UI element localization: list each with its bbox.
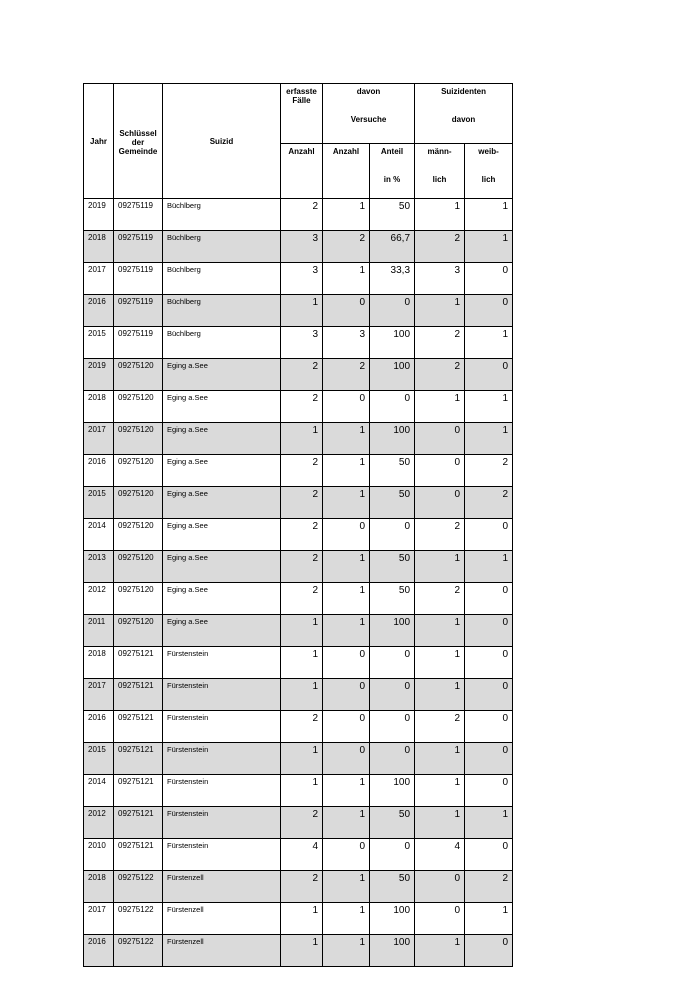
cell-jahr: 2012 — [84, 583, 114, 615]
cell-schluessel: 09275120 — [114, 455, 163, 487]
cell-jahr: 2013 — [84, 551, 114, 583]
cell-anzahl-versuche: 1 — [323, 903, 370, 935]
cell-anzahl-faelle: 2 — [281, 487, 323, 519]
cell-anzahl-versuche: 1 — [323, 807, 370, 839]
cell-anzahl-versuche: 0 — [323, 711, 370, 743]
table-row — [84, 551, 513, 583]
cell-jahr: 2014 — [84, 519, 114, 551]
header-erfasste-faelle-label: erfasste Fälle — [286, 87, 317, 105]
cell-weiblich: 2 — [465, 487, 513, 519]
cell-schluessel: 09275119 — [114, 231, 163, 263]
cell-jahr: 2017 — [84, 263, 114, 295]
header-suizidenten-label: Suizidenten — [441, 87, 486, 96]
cell-gemeinde: Eging a.See — [163, 487, 281, 519]
table-row — [84, 519, 513, 551]
cell-schluessel: 09275120 — [114, 615, 163, 647]
cell-anteil: 66,7 — [370, 231, 415, 263]
cell-maennlich: 1 — [415, 807, 465, 839]
table-body — [84, 199, 513, 967]
cell-anzahl-faelle: 1 — [281, 679, 323, 711]
cell-gemeinde: Fürstenzell — [163, 935, 281, 967]
cell-schluessel: 09275121 — [114, 711, 163, 743]
header-erfasste-faelle — [281, 84, 323, 144]
cell-maennlich: 2 — [415, 327, 465, 359]
cell-gemeinde: Büchlberg — [163, 327, 281, 359]
header-weiblich-label-1: weib- — [478, 147, 499, 156]
cell-schluessel: 09275119 — [114, 327, 163, 359]
cell-weiblich: 0 — [465, 839, 513, 871]
cell-anzahl-faelle: 2 — [281, 807, 323, 839]
cell-anzahl-versuche: 1 — [323, 935, 370, 967]
cell-gemeinde: Büchlberg — [163, 263, 281, 295]
header-versuche-label: Versuche — [350, 115, 387, 124]
table-row — [84, 743, 513, 775]
header-suizid-label: Suizid — [209, 136, 234, 146]
header-maennlich-label-1: männ- — [427, 147, 452, 156]
cell-anzahl-versuche: 1 — [323, 487, 370, 519]
cell-anzahl-faelle: 1 — [281, 647, 323, 679]
cell-anzahl-faelle: 2 — [281, 519, 323, 551]
cell-jahr: 2016 — [84, 295, 114, 327]
cell-anzahl-faelle: 2 — [281, 391, 323, 423]
cell-jahr: 2015 — [84, 487, 114, 519]
cell-maennlich: 1 — [415, 391, 465, 423]
cell-schluessel: 09275121 — [114, 839, 163, 871]
cell-weiblich: 0 — [465, 679, 513, 711]
cell-maennlich: 0 — [415, 903, 465, 935]
cell-gemeinde: Eging a.See — [163, 423, 281, 455]
cell-gemeinde: Fürstenzell — [163, 871, 281, 903]
cell-weiblich: 0 — [465, 359, 513, 391]
cell-anzahl-versuche: 0 — [323, 391, 370, 423]
suizid-statistik-table — [83, 83, 513, 967]
cell-anteil: 50 — [370, 583, 415, 615]
cell-weiblich: 1 — [465, 391, 513, 423]
cell-anteil: 100 — [370, 903, 415, 935]
cell-anzahl-versuche: 3 — [323, 327, 370, 359]
cell-jahr: 2018 — [84, 871, 114, 903]
cell-schluessel: 09275121 — [114, 775, 163, 807]
header-davon-label: davon — [356, 87, 381, 96]
cell-anzahl-versuche: 1 — [323, 455, 370, 487]
cell-jahr: 2016 — [84, 935, 114, 967]
cell-maennlich: 4 — [415, 839, 465, 871]
cell-gemeinde: Büchlberg — [163, 295, 281, 327]
table-row — [84, 871, 513, 903]
header-schluessel-label: Schlüssel der Gemeinde — [118, 128, 158, 156]
header-suizidenten-davon-label: davon — [451, 115, 476, 124]
cell-maennlich: 1 — [415, 615, 465, 647]
cell-anzahl-versuche: 1 — [323, 583, 370, 615]
cell-jahr: 2018 — [84, 391, 114, 423]
cell-weiblich: 1 — [465, 423, 513, 455]
table-row — [84, 359, 513, 391]
cell-schluessel: 09275119 — [114, 199, 163, 231]
cell-weiblich: 1 — [465, 327, 513, 359]
cell-anzahl-faelle: 2 — [281, 455, 323, 487]
table-row — [84, 487, 513, 519]
cell-gemeinde: Büchlberg — [163, 231, 281, 263]
cell-anzahl-versuche: 0 — [323, 295, 370, 327]
table-row — [84, 903, 513, 935]
cell-maennlich: 2 — [415, 519, 465, 551]
header-anteil — [370, 144, 415, 199]
cell-anzahl-faelle: 2 — [281, 711, 323, 743]
cell-anteil: 100 — [370, 423, 415, 455]
cell-jahr: 2012 — [84, 807, 114, 839]
cell-anteil: 0 — [370, 711, 415, 743]
cell-anzahl-faelle: 1 — [281, 775, 323, 807]
cell-anzahl-versuche: 0 — [323, 839, 370, 871]
cell-gemeinde: Fürstenstein — [163, 647, 281, 679]
cell-anzahl-versuche: 2 — [323, 231, 370, 263]
table-row — [84, 391, 513, 423]
table-row — [84, 615, 513, 647]
cell-jahr: 2015 — [84, 743, 114, 775]
cell-jahr: 2019 — [84, 199, 114, 231]
cell-anteil: 0 — [370, 295, 415, 327]
cell-weiblich: 1 — [465, 231, 513, 263]
cell-gemeinde: Eging a.See — [163, 391, 281, 423]
cell-anzahl-versuche: 2 — [323, 359, 370, 391]
cell-anteil: 100 — [370, 327, 415, 359]
cell-anteil: 100 — [370, 775, 415, 807]
cell-weiblich: 1 — [465, 807, 513, 839]
cell-anteil: 0 — [370, 391, 415, 423]
cell-jahr: 2011 — [84, 615, 114, 647]
cell-weiblich: 0 — [465, 647, 513, 679]
cell-weiblich: 0 — [465, 583, 513, 615]
cell-schluessel: 09275121 — [114, 743, 163, 775]
cell-jahr: 2019 — [84, 359, 114, 391]
table-row — [84, 327, 513, 359]
cell-gemeinde: Fürstenstein — [163, 839, 281, 871]
table-row — [84, 935, 513, 967]
cell-anzahl-versuche: 0 — [323, 679, 370, 711]
cell-anteil: 0 — [370, 519, 415, 551]
cell-anzahl-faelle: 1 — [281, 903, 323, 935]
cell-jahr: 2010 — [84, 839, 114, 871]
cell-anzahl-versuche: 1 — [323, 871, 370, 903]
cell-schluessel: 09275120 — [114, 583, 163, 615]
header-maennlich — [415, 144, 465, 199]
cell-anteil: 50 — [370, 455, 415, 487]
header-maennlich-label-2: lich — [432, 175, 447, 184]
cell-schluessel: 09275122 — [114, 903, 163, 935]
table-row — [84, 583, 513, 615]
cell-anzahl-faelle: 2 — [281, 583, 323, 615]
cell-maennlich: 1 — [415, 647, 465, 679]
cell-anzahl-faelle: 1 — [281, 295, 323, 327]
cell-weiblich: 1 — [465, 903, 513, 935]
cell-gemeinde: Eging a.See — [163, 359, 281, 391]
cell-anteil: 100 — [370, 359, 415, 391]
cell-gemeinde: Eging a.See — [163, 519, 281, 551]
cell-anzahl-faelle: 2 — [281, 551, 323, 583]
cell-maennlich: 2 — [415, 359, 465, 391]
table-row — [84, 231, 513, 263]
cell-maennlich: 1 — [415, 295, 465, 327]
header-weiblich — [465, 144, 513, 199]
cell-schluessel: 09275119 — [114, 263, 163, 295]
cell-anzahl-faelle: 2 — [281, 199, 323, 231]
cell-anteil: 50 — [370, 487, 415, 519]
cell-anzahl-faelle: 3 — [281, 263, 323, 295]
cell-anzahl-faelle: 2 — [281, 871, 323, 903]
cell-maennlich: 1 — [415, 199, 465, 231]
cell-anteil: 50 — [370, 807, 415, 839]
cell-anzahl-versuche: 0 — [323, 647, 370, 679]
cell-maennlich: 2 — [415, 231, 465, 263]
cell-weiblich: 0 — [465, 775, 513, 807]
cell-schluessel: 09275120 — [114, 391, 163, 423]
cell-weiblich: 1 — [465, 199, 513, 231]
header-jahr — [84, 84, 114, 199]
table-row — [84, 455, 513, 487]
table-row — [84, 679, 513, 711]
cell-gemeinde: Fürstenstein — [163, 711, 281, 743]
cell-weiblich: 2 — [465, 455, 513, 487]
cell-anzahl-faelle: 1 — [281, 743, 323, 775]
cell-weiblich: 0 — [465, 295, 513, 327]
cell-anteil: 50 — [370, 551, 415, 583]
cell-maennlich: 1 — [415, 551, 465, 583]
table-row — [84, 199, 513, 231]
cell-anzahl-versuche: 1 — [323, 775, 370, 807]
cell-schluessel: 09275121 — [114, 647, 163, 679]
cell-anteil: 33,3 — [370, 263, 415, 295]
cell-maennlich: 1 — [415, 775, 465, 807]
cell-anzahl-versuche: 1 — [323, 263, 370, 295]
cell-weiblich: 2 — [465, 871, 513, 903]
cell-weiblich: 0 — [465, 615, 513, 647]
cell-jahr: 2018 — [84, 231, 114, 263]
table-row — [84, 775, 513, 807]
cell-maennlich: 1 — [415, 935, 465, 967]
cell-maennlich: 0 — [415, 423, 465, 455]
cell-maennlich: 0 — [415, 455, 465, 487]
cell-gemeinde: Eging a.See — [163, 551, 281, 583]
cell-maennlich: 1 — [415, 679, 465, 711]
table-row — [84, 295, 513, 327]
cell-schluessel: 09275122 — [114, 871, 163, 903]
table-row — [84, 647, 513, 679]
header-schluessel — [114, 84, 163, 199]
cell-jahr: 2018 — [84, 647, 114, 679]
cell-weiblich: 0 — [465, 711, 513, 743]
table-row — [84, 423, 513, 455]
cell-gemeinde: Eging a.See — [163, 583, 281, 615]
cell-anzahl-faelle: 3 — [281, 327, 323, 359]
cell-jahr: 2017 — [84, 423, 114, 455]
cell-schluessel: 09275119 — [114, 295, 163, 327]
cell-maennlich: 2 — [415, 583, 465, 615]
cell-anteil: 0 — [370, 839, 415, 871]
cell-jahr: 2016 — [84, 455, 114, 487]
header-anzahl-versuche-label: Anzahl — [332, 147, 360, 156]
cell-schluessel: 09275120 — [114, 423, 163, 455]
cell-gemeinde: Eging a.See — [163, 455, 281, 487]
cell-gemeinde: Fürstenstein — [163, 743, 281, 775]
cell-anzahl-faelle: 3 — [281, 231, 323, 263]
table-row — [84, 263, 513, 295]
cell-schluessel: 09275120 — [114, 487, 163, 519]
header-suizidenten — [415, 84, 513, 144]
cell-anzahl-faelle: 1 — [281, 615, 323, 647]
header-weiblich-label-2: lich — [481, 175, 496, 184]
table-row — [84, 839, 513, 871]
cell-anzahl-faelle: 1 — [281, 423, 323, 455]
cell-anzahl-versuche: 0 — [323, 743, 370, 775]
cell-anzahl-versuche: 0 — [323, 519, 370, 551]
header-davon-versuche — [323, 84, 415, 144]
cell-weiblich: 0 — [465, 935, 513, 967]
cell-anteil: 100 — [370, 615, 415, 647]
cell-anzahl-faelle: 2 — [281, 359, 323, 391]
cell-jahr: 2016 — [84, 711, 114, 743]
table-row — [84, 807, 513, 839]
header-anteil-label: Anteil — [380, 147, 404, 156]
cell-anteil: 0 — [370, 743, 415, 775]
cell-anteil: 100 — [370, 935, 415, 967]
header-anzahl-faelle-label: Anzahl — [288, 147, 315, 156]
cell-gemeinde: Fürstenstein — [163, 807, 281, 839]
cell-weiblich: 0 — [465, 263, 513, 295]
cell-anteil: 50 — [370, 871, 415, 903]
header-jahr-label: Jahr — [90, 136, 107, 146]
cell-jahr: 2017 — [84, 679, 114, 711]
cell-gemeinde: Eging a.See — [163, 615, 281, 647]
cell-weiblich: 0 — [465, 519, 513, 551]
table-header — [84, 84, 513, 199]
cell-weiblich: 0 — [465, 743, 513, 775]
cell-anteil: 50 — [370, 199, 415, 231]
table-row — [84, 711, 513, 743]
cell-anzahl-versuche: 1 — [323, 423, 370, 455]
header-anzahl-versuche — [323, 144, 370, 199]
cell-schluessel: 09275120 — [114, 551, 163, 583]
cell-anzahl-faelle: 4 — [281, 839, 323, 871]
cell-gemeinde: Büchlberg — [163, 199, 281, 231]
cell-schluessel: 09275122 — [114, 935, 163, 967]
cell-gemeinde: Fürstenzell — [163, 903, 281, 935]
cell-weiblich: 1 — [465, 551, 513, 583]
cell-maennlich: 0 — [415, 871, 465, 903]
cell-anteil: 0 — [370, 679, 415, 711]
cell-anzahl-versuche: 1 — [323, 199, 370, 231]
cell-schluessel: 09275121 — [114, 807, 163, 839]
header-in-pct-label: in % — [383, 175, 401, 184]
cell-anzahl-versuche: 1 — [323, 551, 370, 583]
cell-maennlich: 0 — [415, 487, 465, 519]
cell-anteil: 0 — [370, 647, 415, 679]
cell-anzahl-versuche: 1 — [323, 615, 370, 647]
cell-jahr: 2017 — [84, 903, 114, 935]
cell-gemeinde: Fürstenstein — [163, 775, 281, 807]
cell-anzahl-faelle: 1 — [281, 935, 323, 967]
suizid-statistik-table-wrapper — [83, 83, 512, 967]
cell-maennlich: 3 — [415, 263, 465, 295]
cell-jahr: 2014 — [84, 775, 114, 807]
header-anzahl-faelle — [281, 144, 323, 199]
cell-jahr: 2015 — [84, 327, 114, 359]
cell-schluessel: 09275121 — [114, 679, 163, 711]
cell-maennlich: 1 — [415, 743, 465, 775]
cell-schluessel: 09275120 — [114, 359, 163, 391]
cell-gemeinde: Fürstenstein — [163, 679, 281, 711]
cell-maennlich: 2 — [415, 711, 465, 743]
header-suizid — [163, 84, 281, 199]
cell-schluessel: 09275120 — [114, 519, 163, 551]
